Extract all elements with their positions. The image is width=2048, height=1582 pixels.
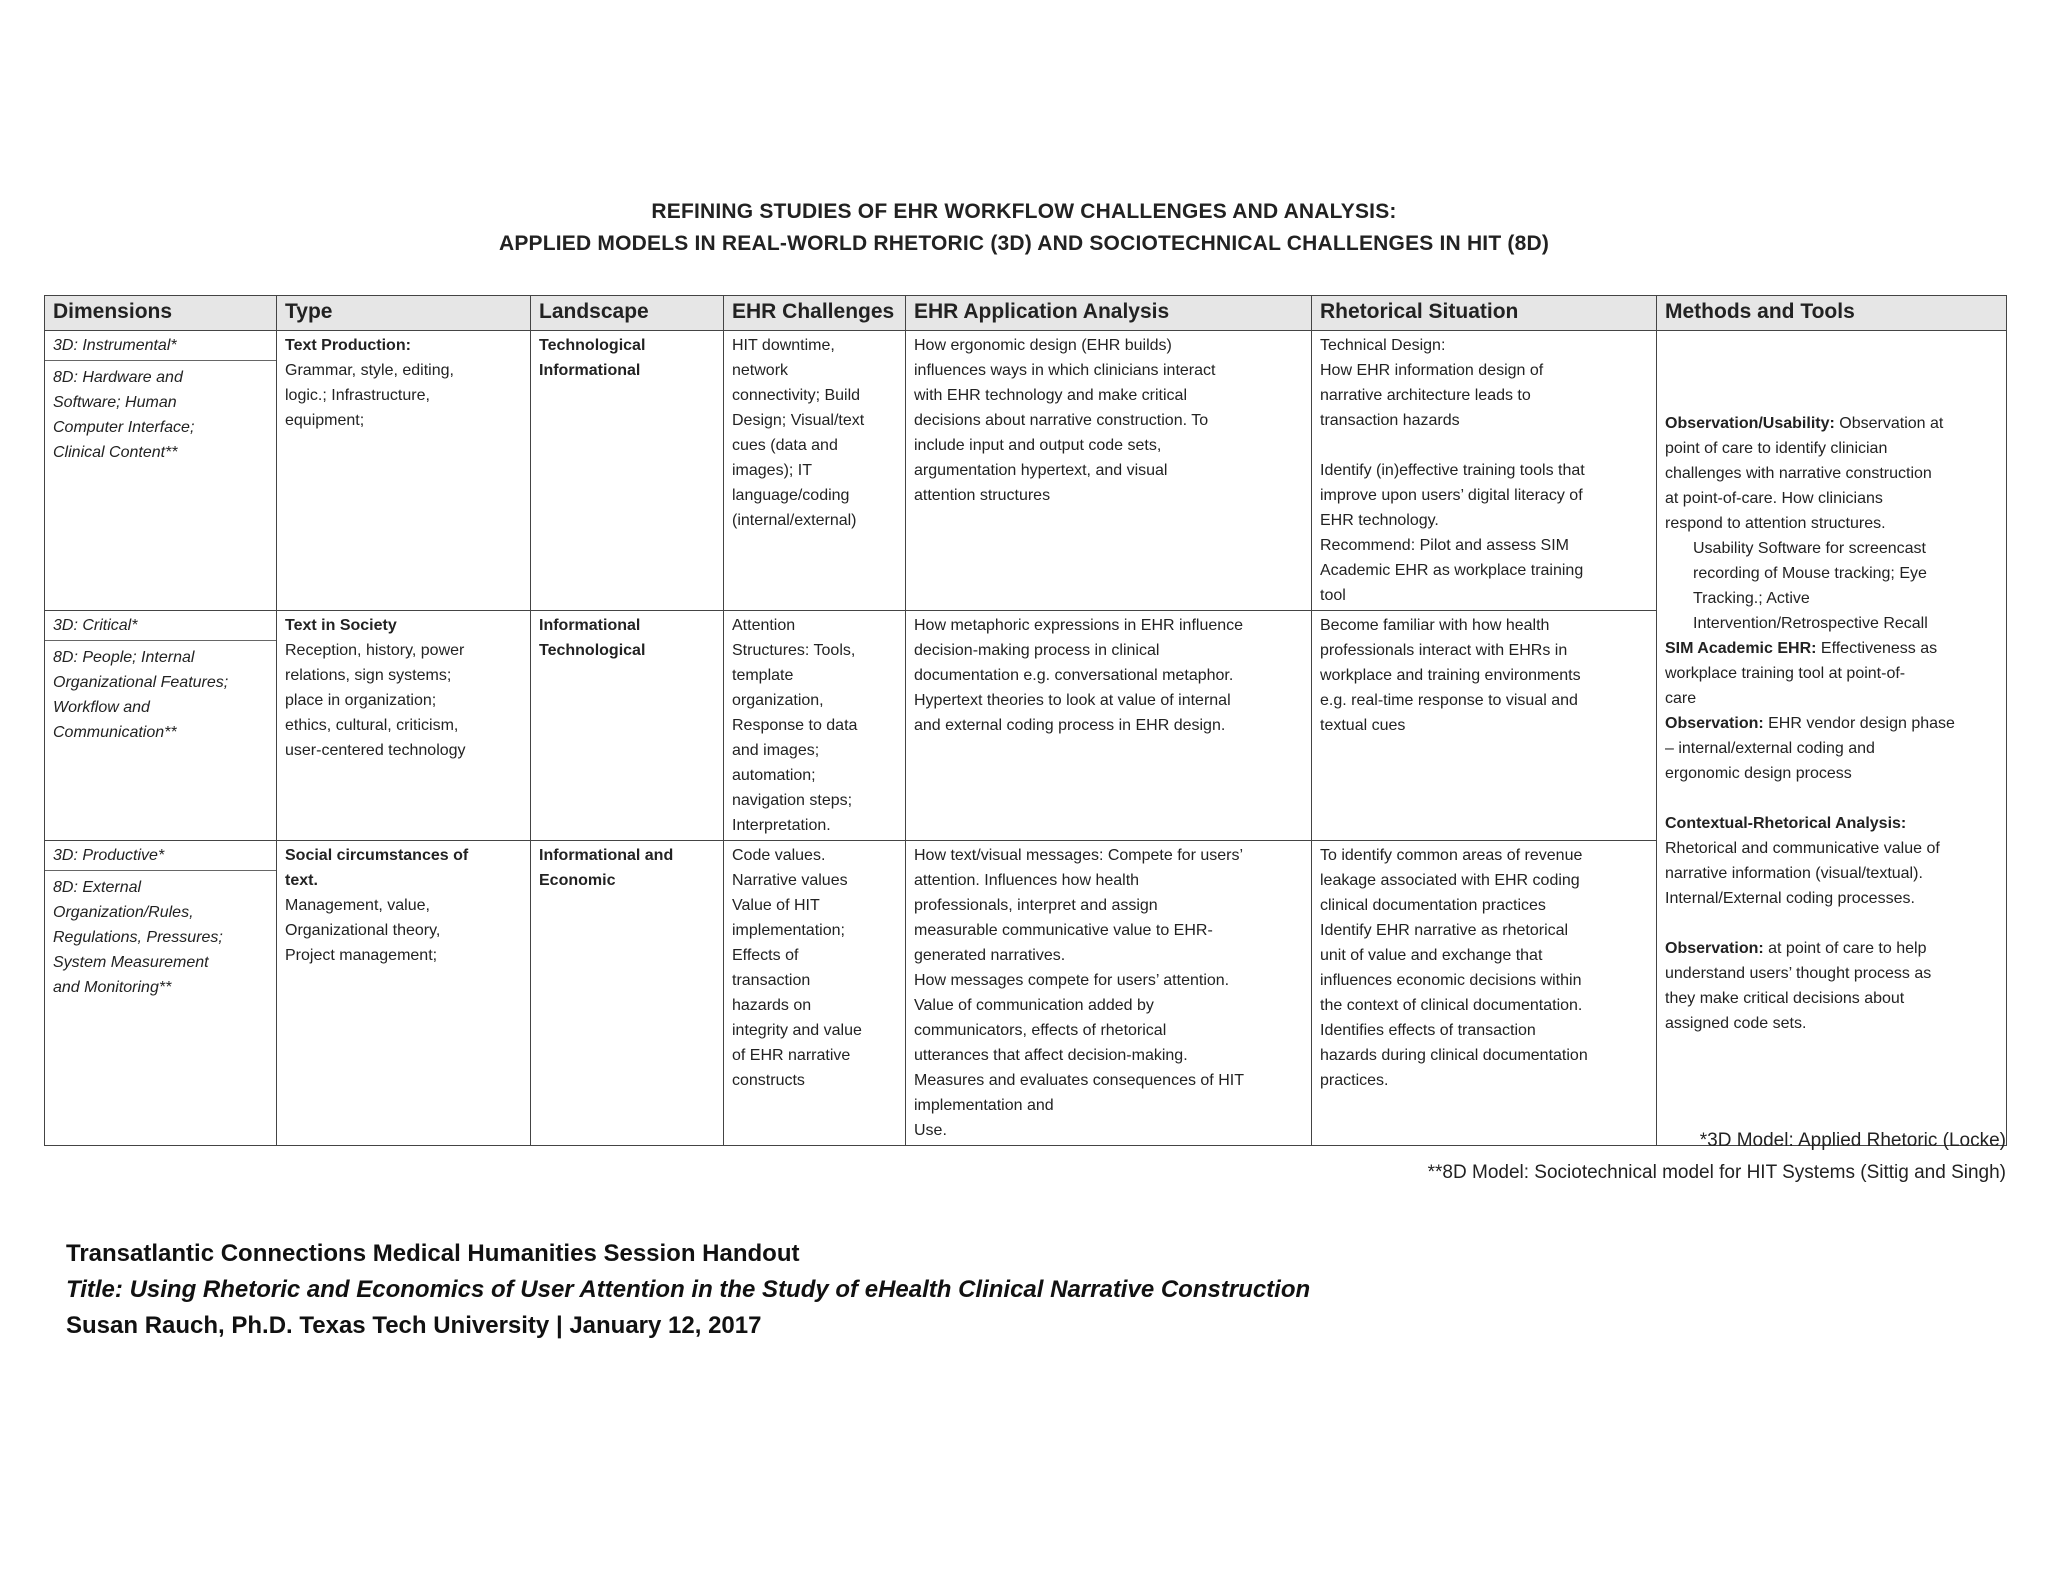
landscape-cell xyxy=(531,841,724,1146)
text-line: organization, xyxy=(732,692,824,709)
text-line: Identify (in)effective training tools that xyxy=(1320,462,1585,479)
text-line: and external coding process in EHR design. xyxy=(914,717,1226,734)
text-line: argumentation hypertext, and visual xyxy=(914,462,1168,479)
text-line: ergonomic design process xyxy=(1665,765,1852,782)
text-line: EHR vendor design phase xyxy=(1763,715,1955,732)
ehr-matrix-table xyxy=(44,295,2007,1146)
text-line: How EHR information design of xyxy=(1320,362,1544,379)
text-line: Narrative values xyxy=(732,872,848,889)
text-line: Project management; xyxy=(285,947,438,964)
text-line: Economic xyxy=(539,872,616,889)
type-cell xyxy=(277,331,531,611)
text-line: How metaphoric expressions in EHR influence xyxy=(914,617,1244,634)
text-line: network xyxy=(732,362,789,379)
text-line: Rhetorical and communicative value of xyxy=(1665,840,1940,857)
text-line: measurable communicative value to EHR- xyxy=(914,922,1213,939)
dimension-8d xyxy=(45,871,276,1000)
text-line: automation; xyxy=(732,767,816,784)
text-line: Technological xyxy=(539,337,646,354)
text-line: leakage associated with EHR coding xyxy=(1320,872,1580,889)
text-line: assigned code sets. xyxy=(1665,1015,1807,1032)
title-line-1: REFINING STUDIES OF EHR WORKFLOW CHALLENGES AND ANALYSIS: xyxy=(651,200,1397,223)
text-line: 8D: People; Internal xyxy=(53,649,195,666)
type-title: text. xyxy=(285,872,318,889)
text-line: Observation at xyxy=(1834,415,1944,432)
dimensions-cell xyxy=(45,611,277,841)
text-line: Tracking.; Active xyxy=(1693,590,1810,607)
text-line: at point-of-care. How clinicians xyxy=(1665,490,1883,507)
text-line: relations, sign systems; xyxy=(285,667,452,684)
column-header: Landscape xyxy=(531,296,724,331)
text-line: of EHR narrative xyxy=(732,1047,851,1064)
text-line: the context of clinical documentation. xyxy=(1320,997,1583,1014)
text-line: Management, value, xyxy=(285,897,430,914)
type-title: Text in Society xyxy=(285,617,397,634)
landscape-cell xyxy=(531,611,724,841)
text-line: template xyxy=(732,667,794,684)
text-line: user-centered technology xyxy=(285,742,466,759)
text-line: practices. xyxy=(1320,1072,1389,1089)
text-line: connectivity; Build xyxy=(732,387,861,404)
rhetorical-cell xyxy=(1312,841,1657,1146)
text-line: Academic EHR as workplace training xyxy=(1320,562,1584,579)
text-line: include input and output code sets, xyxy=(914,437,1162,454)
dimension-3d: 3D: Critical* xyxy=(45,611,276,641)
text-line: Informational xyxy=(539,362,641,379)
text-line: hazards on xyxy=(732,997,812,1014)
column-header: Rhetorical Situation xyxy=(1312,296,1657,331)
title-line-2: APPLIED MODELS IN REAL-WORLD RHETORIC (3D) AND SOCIOTECHNICAL CHALLENGES IN HIT (8D) xyxy=(498,232,1550,255)
text-line: workplace training tool at point-of- xyxy=(1665,665,1906,682)
text-line: recording of Mouse tracking; Eye xyxy=(1693,565,1927,582)
text-line: cues (data and xyxy=(732,437,838,454)
text-line: images); IT xyxy=(732,462,813,479)
text-line: decisions about narrative construction. To xyxy=(914,412,1209,429)
text-line: How text/visual messages: Compete for users’ xyxy=(914,847,1244,864)
column-header: EHR Challenges xyxy=(724,296,906,331)
rhetorical-cell xyxy=(1312,331,1657,611)
dimension-3d: 3D: Instrumental* xyxy=(45,331,276,361)
text-line: Clinical Content** xyxy=(53,444,178,461)
text-line: ethics, cultural, criticism, xyxy=(285,717,459,734)
text-line: narrative information (visual/textual). xyxy=(1665,865,1923,882)
text-line: tool xyxy=(1320,587,1346,604)
spacer xyxy=(1665,911,2000,936)
text-line: equipment; xyxy=(285,412,365,429)
challenges-cell xyxy=(724,611,906,841)
text-line: professionals interact with EHRs in xyxy=(1320,642,1568,659)
text-line: To identify common areas of revenue xyxy=(1320,847,1583,864)
text-line: Organizational Features; xyxy=(53,674,229,691)
text-line: Grammar, style, editing, xyxy=(285,362,454,379)
text-line: Reception, history, power xyxy=(285,642,465,659)
text-line: narrative architecture leads to xyxy=(1320,387,1531,404)
text-line: Intervention/Retrospective Recall xyxy=(1693,615,1928,632)
table-header-row xyxy=(45,296,2007,331)
type-title: Social circumstances of xyxy=(285,847,469,864)
text-line: with EHR technology and make critical xyxy=(914,387,1188,404)
column-header: EHR Application Analysis xyxy=(906,296,1312,331)
text-line: Computer Interface; xyxy=(53,419,195,436)
dimensions-cell xyxy=(45,841,277,1146)
text-line: implementation and xyxy=(914,1097,1054,1114)
method-label: Contextual-Rhetorical Analysis: xyxy=(1665,815,1907,832)
text-line: e.g. real-time response to visual and xyxy=(1320,692,1578,709)
text-line: challenges with narrative construction xyxy=(1665,465,1932,482)
text-line: they make critical decisions about xyxy=(1665,990,1905,1007)
text-line: 8D: External xyxy=(53,879,142,896)
text-line: Attention xyxy=(732,617,796,634)
type-title: Text Production: xyxy=(285,337,411,354)
handout-author: Susan Rauch, Ph.D. Texas Tech University | January 12, 2017 xyxy=(66,1312,762,1339)
text-line: Communication** xyxy=(53,724,177,741)
text-line: influences ways in which clinicians interact xyxy=(914,362,1216,379)
text-line: clinical documentation practices xyxy=(1320,897,1546,914)
method-label: SIM Academic EHR: xyxy=(1665,640,1817,657)
text-line: Design; Visual/text xyxy=(732,412,865,429)
text-line: Interpretation. xyxy=(732,817,831,834)
text-line: Identifies effects of transaction xyxy=(1320,1022,1536,1039)
spacer xyxy=(1665,786,2000,811)
text-line: place in organization; xyxy=(285,692,437,709)
text-line: How ergonomic design (EHR builds) xyxy=(914,337,1172,354)
method-label: Observation: xyxy=(1665,715,1764,732)
text-line: Identify EHR narrative as rhetorical xyxy=(1320,922,1569,939)
methods-cell xyxy=(1657,331,2007,1146)
method-label: Observation/Usability: xyxy=(1665,415,1835,432)
text-line: understand users’ thought process as xyxy=(1665,965,1932,982)
text-line: Effectiveness as xyxy=(1816,640,1938,657)
text-line: Use. xyxy=(914,1122,947,1139)
text-line: unit of value and exchange that xyxy=(1320,947,1543,964)
text-line: Hypertext theories to look at value of internal xyxy=(914,692,1231,709)
text-line: documentation e.g. conversational metaphor. xyxy=(914,667,1234,684)
text-line: generated narratives. xyxy=(914,947,1066,964)
challenges-cell xyxy=(724,331,906,611)
rhetorical-cell xyxy=(1312,611,1657,841)
text-line: Technological xyxy=(539,642,646,659)
text-line: Workflow and xyxy=(53,699,150,716)
text-line: EHR technology. xyxy=(1320,512,1439,529)
challenges-cell xyxy=(724,841,906,1146)
text-line: at point of care to help xyxy=(1763,940,1927,957)
text-line: Technical Design: xyxy=(1320,337,1446,354)
text-line: point of care to identify clinician xyxy=(1665,440,1888,457)
dimensions-cell xyxy=(45,331,277,611)
text-line: attention. Influences how health xyxy=(914,872,1140,889)
text-line: Informational and xyxy=(539,847,674,864)
text-line: navigation steps; xyxy=(732,792,853,809)
text-line: – internal/external coding and xyxy=(1665,740,1875,757)
text-line: workplace and training environments xyxy=(1320,667,1581,684)
dimension-8d xyxy=(45,641,276,745)
text-line: attention structures xyxy=(914,487,1051,504)
text-line: logic.; Infrastructure, xyxy=(285,387,430,404)
text-line: decision-making process in clinical xyxy=(914,642,1160,659)
text-line: care xyxy=(1665,690,1697,707)
text-line: Structures: Tools, xyxy=(732,642,856,659)
analysis-cell xyxy=(906,611,1312,841)
footnote-8d-model: **8D Model: Sociotechnical model for HIT Systems (Sittig and Singh) xyxy=(1427,1162,2006,1183)
text-line: How messages compete for users’ attention. xyxy=(914,972,1230,989)
text-line: professionals, interpret and assign xyxy=(914,897,1158,914)
dimension-8d xyxy=(45,361,276,465)
text-line: and Monitoring** xyxy=(53,979,172,996)
table-row xyxy=(45,331,2007,611)
text-line: constructs xyxy=(732,1072,805,1089)
dimension-3d: 3D: Productive* xyxy=(45,841,276,871)
document-title xyxy=(0,196,2048,260)
handout-session: Transatlantic Connections Medical Humanities Session Handout xyxy=(66,1240,800,1267)
method-label: Observation: xyxy=(1665,940,1764,957)
column-header: Type xyxy=(277,296,531,331)
text-line: (internal/external) xyxy=(732,512,857,529)
text-line: respond to attention structures. xyxy=(1665,515,1886,532)
text-line: Effects of xyxy=(732,947,799,964)
text-line: Response to data xyxy=(732,717,858,734)
text-line: utterances that affect decision-making. xyxy=(914,1047,1188,1064)
analysis-cell xyxy=(906,331,1312,611)
text-line: Organizational theory, xyxy=(285,922,441,939)
text-line: Measures and evaluates consequences of HIT xyxy=(914,1072,1244,1089)
text-line: textual cues xyxy=(1320,717,1406,734)
column-header: Methods and Tools xyxy=(1657,296,2007,331)
text-line: Internal/External coding processes. xyxy=(1665,890,1915,907)
text-line: HIT downtime, xyxy=(732,337,835,354)
text-line: Regulations, Pressures; xyxy=(53,929,223,946)
text-line: Informational xyxy=(539,617,641,634)
text-line: Value of communication added by xyxy=(914,997,1154,1014)
text-line: Organization/Rules, xyxy=(53,904,194,921)
text-line: Software; Human xyxy=(53,394,177,411)
type-cell xyxy=(277,611,531,841)
text-line: 8D: Hardware and xyxy=(53,369,183,386)
text-line: influences economic decisions within xyxy=(1320,972,1582,989)
analysis-cell xyxy=(906,841,1312,1146)
text-line: implementation; xyxy=(732,922,845,939)
text-line: Usability Software for screencast xyxy=(1693,540,1926,557)
column-header: Dimensions xyxy=(45,296,277,331)
text-line: integrity and value xyxy=(732,1022,862,1039)
footnote-3d-model: *3D Model: Applied Rhetoric (Locke) xyxy=(1699,1130,2006,1151)
text-line: Become familiar with how health xyxy=(1320,617,1550,634)
text-line: and images; xyxy=(732,742,820,759)
text-line: Code values. xyxy=(732,847,826,864)
type-cell xyxy=(277,841,531,1146)
text-line: Recommend: Pilot and assess SIM xyxy=(1320,537,1569,554)
text-line: Value of HIT xyxy=(732,897,820,914)
text-line: transaction xyxy=(732,972,811,989)
text-line: language/coding xyxy=(732,487,850,504)
text-line: hazards during clinical documentation xyxy=(1320,1047,1588,1064)
spacer xyxy=(1320,433,1650,458)
landscape-cell xyxy=(531,331,724,611)
text-line: System Measurement xyxy=(53,954,209,971)
text-line: transaction hazards xyxy=(1320,412,1460,429)
text-line: improve upon users’ digital literacy of xyxy=(1320,487,1583,504)
text-line: communicators, effects of rhetorical xyxy=(914,1022,1167,1039)
handout-title: Title: Using Rhetoric and Economics of User Attention in the Study of eHealth Clinical Narrative Construction xyxy=(66,1276,1311,1303)
